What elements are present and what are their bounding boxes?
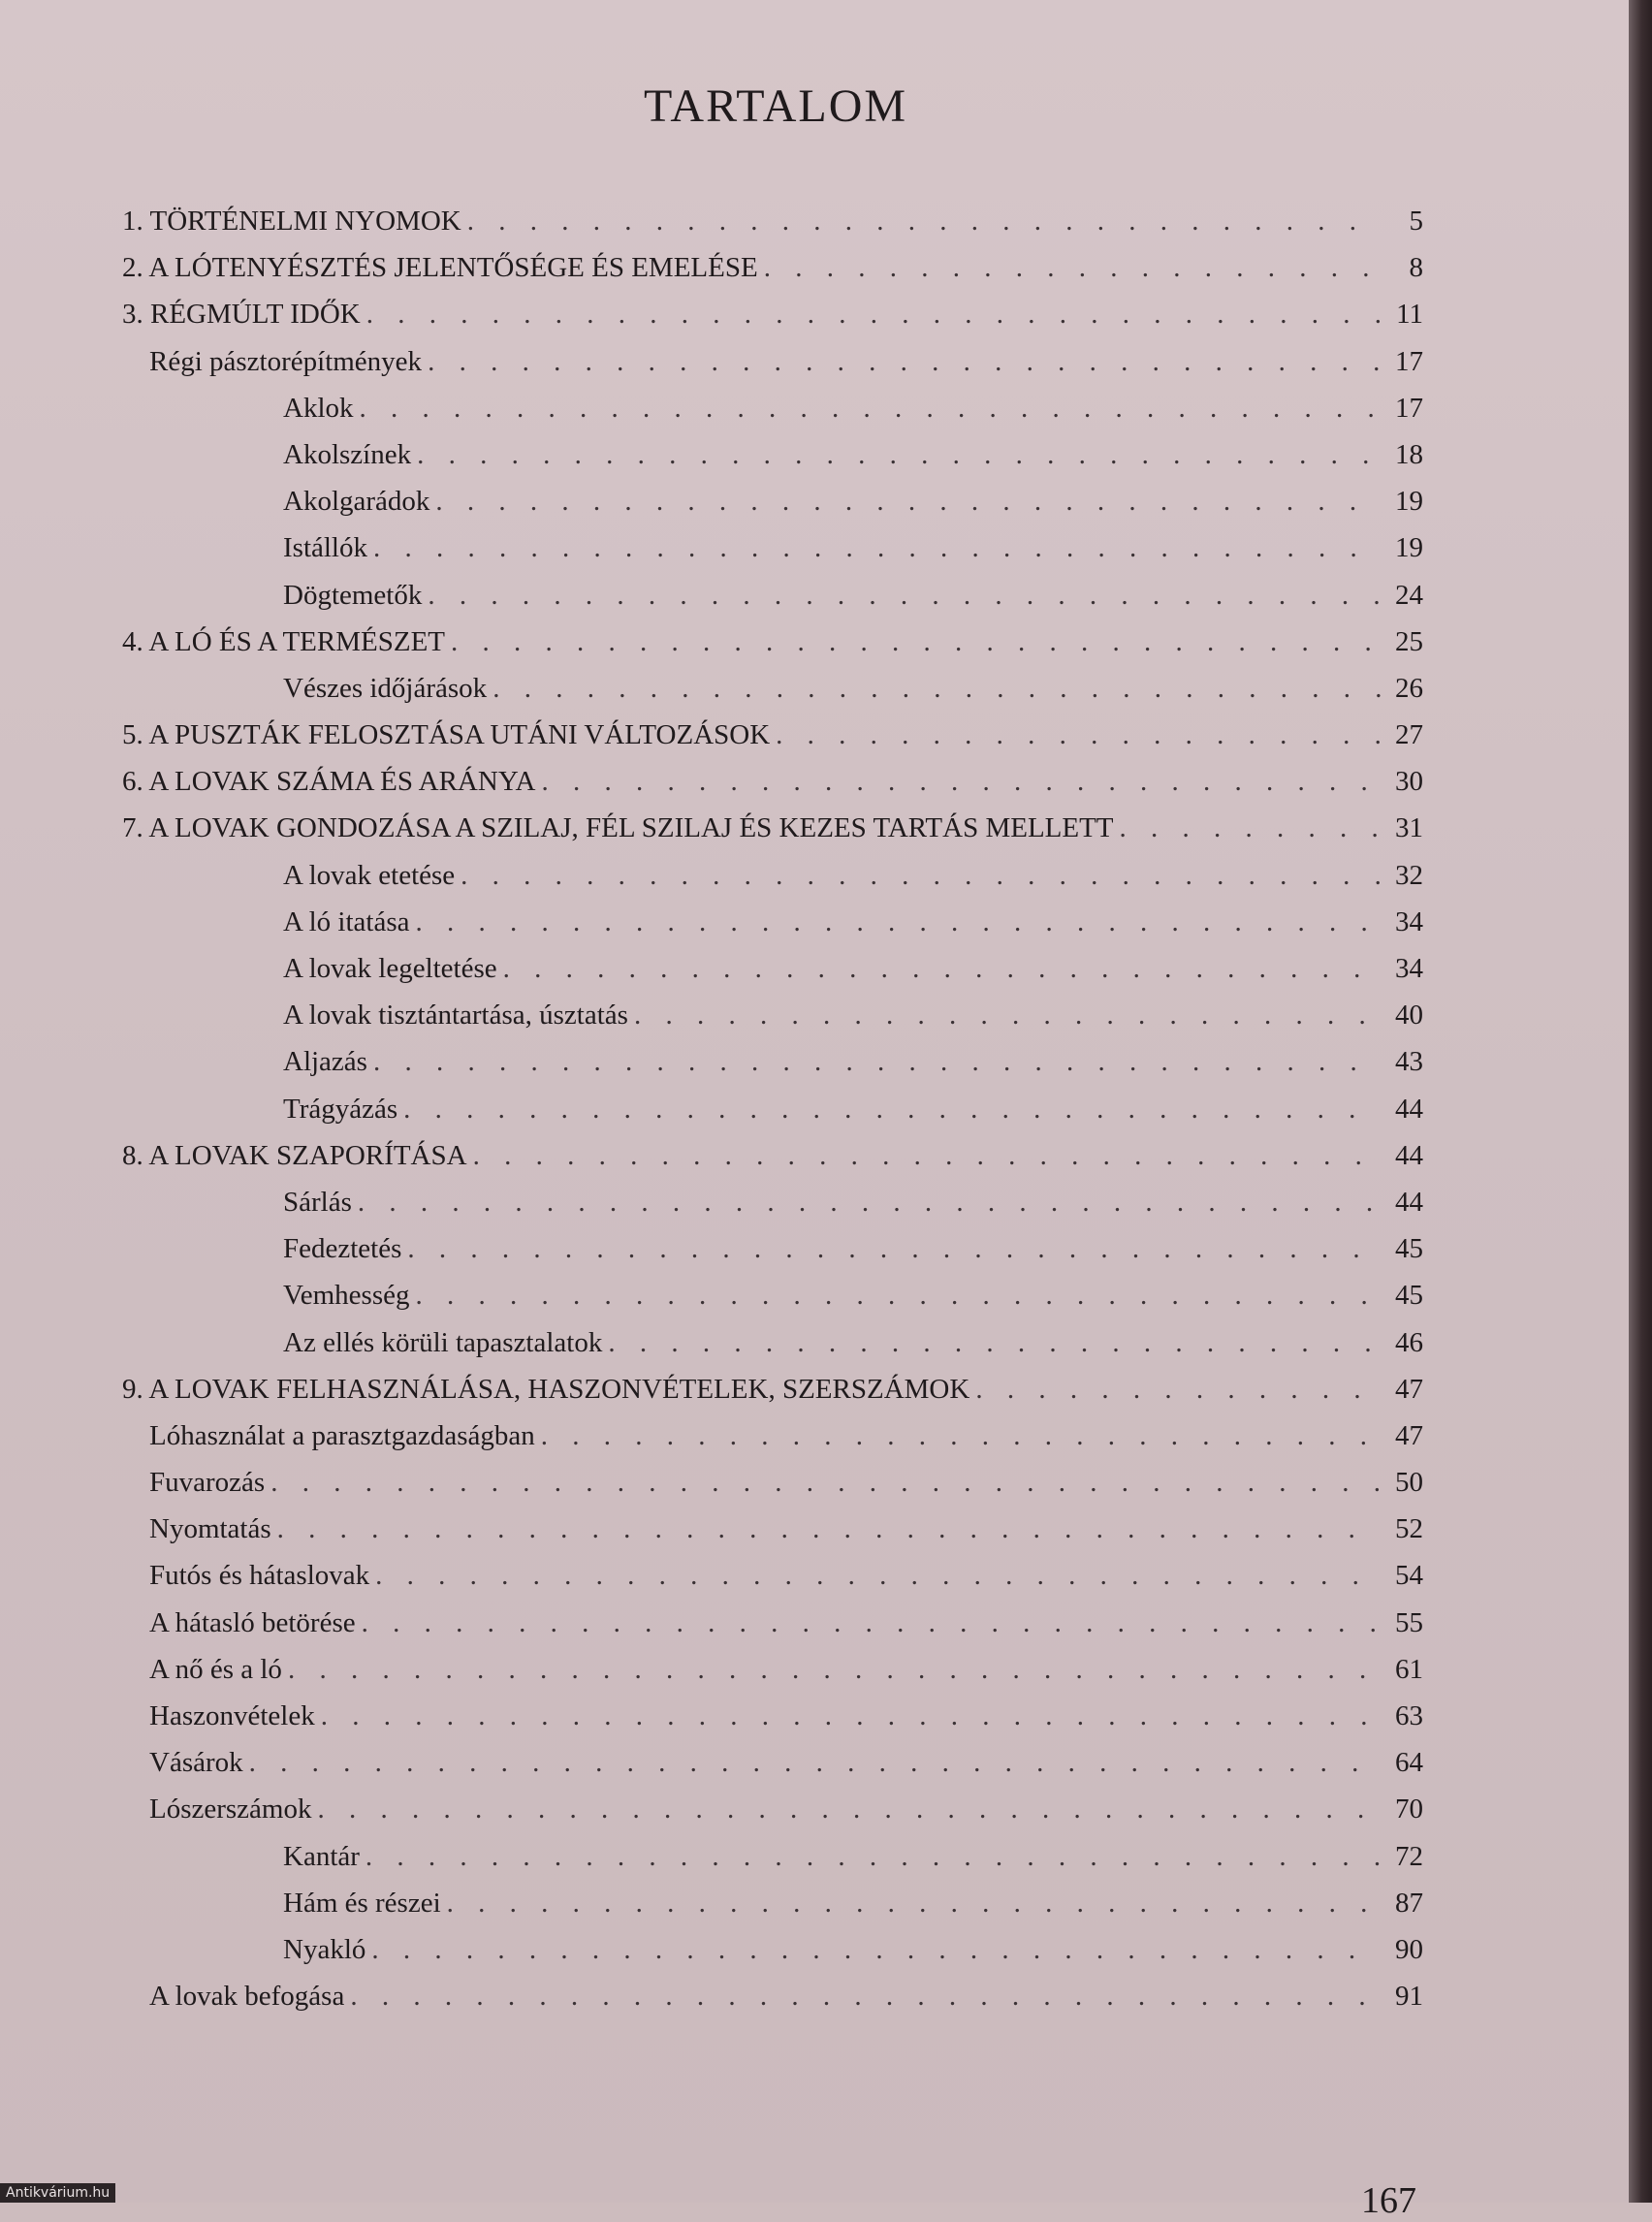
toc-entry xyxy=(122,299,1423,345)
dot-leader xyxy=(415,1280,1381,1312)
toc-entry xyxy=(122,953,1423,1000)
toc-entry-page: 18 xyxy=(1395,438,1423,470)
dot-leader xyxy=(362,1607,1381,1639)
page-title: TARTALOM xyxy=(643,80,908,132)
toc-entry-label: A lovak tisztántartása, úsztatás xyxy=(283,1000,628,1032)
page-number: 167 xyxy=(1361,2180,1416,2221)
toc-entry-page: 50 xyxy=(1395,1467,1423,1499)
toc-entry-page: 90 xyxy=(1395,1933,1423,1965)
toc-entry xyxy=(122,1841,1423,1888)
toc-entry-page: 64 xyxy=(1395,1747,1423,1779)
toc-entry-page: 47 xyxy=(1395,1419,1423,1451)
toc-entry-page: 19 xyxy=(1395,532,1423,564)
toc-entry-page: 44 xyxy=(1395,1139,1423,1171)
toc-entry xyxy=(122,1140,1423,1187)
dot-leader xyxy=(975,1374,1381,1406)
toc-entry xyxy=(122,1607,1423,1654)
toc-entry-label: Fuvarozás xyxy=(149,1467,266,1499)
toc-entry xyxy=(122,1747,1423,1793)
dot-leader xyxy=(249,1747,1381,1779)
toc-entry-page: 24 xyxy=(1395,579,1423,611)
dot-leader xyxy=(371,1934,1381,1966)
toc-entry xyxy=(122,766,1423,812)
dot-leader xyxy=(270,1467,1381,1499)
toc-entry xyxy=(122,812,1423,859)
toc-entry-page: 45 xyxy=(1395,1233,1423,1265)
toc-entry-page: 52 xyxy=(1395,1513,1423,1545)
dot-leader xyxy=(467,206,1381,238)
toc-entry xyxy=(122,486,1423,532)
toc-entry-label: A lovak etetése xyxy=(283,859,456,891)
toc-entry-page: 63 xyxy=(1395,1700,1423,1731)
toc-entry-label: Nyomtatás xyxy=(149,1513,271,1545)
toc-entry-page: 26 xyxy=(1395,672,1423,704)
toc-entry-label: 3. RÉGMÚLT IDŐK xyxy=(122,299,361,331)
toc-entry-label: Dögtemetők xyxy=(283,579,423,611)
toc-entry xyxy=(122,719,1423,766)
toc-entry-page: 55 xyxy=(1395,1606,1423,1638)
dot-leader xyxy=(1120,812,1381,844)
toc-entry-label: A lovak befogása xyxy=(149,1981,345,2013)
dot-leader xyxy=(366,299,1381,331)
toc-entry-label: Lóhasználat a parasztgazdaságban xyxy=(149,1419,535,1451)
toc-entry xyxy=(122,1233,1423,1280)
toc-entry xyxy=(122,1327,1423,1374)
toc-entry-label: 7. A LOVAK GONDOZÁSA A SZILAJ, FÉL SZILAJ ÉS KEZES TARTÁS MELLETT xyxy=(122,812,1114,844)
table-of-contents xyxy=(122,206,1423,2027)
toc-entry-page: 17 xyxy=(1395,392,1423,424)
dot-leader xyxy=(503,953,1381,985)
toc-entry-label: Hám és részei xyxy=(283,1887,441,1919)
toc-entry xyxy=(122,1046,1423,1093)
toc-entry-label: Fedeztetés xyxy=(283,1233,402,1265)
dot-leader xyxy=(541,1420,1381,1452)
toc-entry-page: 44 xyxy=(1395,1093,1423,1125)
toc-entry xyxy=(122,1094,1423,1140)
toc-entry xyxy=(122,1793,1423,1840)
dot-leader xyxy=(358,1187,1381,1219)
dot-leader xyxy=(634,1000,1381,1032)
toc-entry-label: 2. A LÓTENYÉSZTÉS JELENTŐSÉGE ÉS EMELÉSE xyxy=(122,252,758,284)
dot-leader xyxy=(277,1513,1381,1545)
dot-leader xyxy=(473,1140,1381,1172)
toc-entry-label: Aklok xyxy=(283,392,354,424)
watermark: Antikvárium.hu xyxy=(0,2183,115,2203)
toc-entry xyxy=(122,860,1423,906)
toc-entry-label: A ló itatása xyxy=(283,905,410,937)
toc-entry-page: 45 xyxy=(1395,1280,1423,1312)
dot-leader xyxy=(321,1700,1381,1732)
toc-entry-label: A hátasló betörése xyxy=(149,1606,356,1638)
toc-entry-page: 5 xyxy=(1409,206,1423,237)
toc-entry-label: Sárlás xyxy=(283,1186,352,1218)
toc-entry-page: 32 xyxy=(1395,859,1423,891)
toc-entry xyxy=(122,1513,1423,1560)
dot-leader xyxy=(318,1793,1382,1825)
toc-entry-label: 1. TÖRTÉNELMI NYOMOK xyxy=(122,206,461,237)
dot-leader xyxy=(542,766,1382,798)
toc-entry-label: A nő és a ló xyxy=(149,1653,282,1685)
toc-entry xyxy=(122,1467,1423,1513)
toc-entry-page: 31 xyxy=(1395,812,1423,844)
toc-entry-page: 46 xyxy=(1395,1326,1423,1358)
dot-leader xyxy=(428,580,1381,612)
toc-entry xyxy=(122,1280,1423,1326)
toc-entry-page: 11 xyxy=(1396,299,1423,331)
toc-entry xyxy=(122,1981,1423,2027)
toc-entry xyxy=(122,532,1423,579)
toc-entry-label: Futós és hátaslovak xyxy=(149,1560,370,1592)
dot-leader xyxy=(375,1560,1381,1592)
dot-leader xyxy=(461,860,1381,892)
dot-leader xyxy=(451,626,1381,658)
toc-entry-page: 34 xyxy=(1395,905,1423,937)
dot-leader xyxy=(764,252,1381,284)
dot-leader xyxy=(435,486,1381,518)
toc-entry-page: 54 xyxy=(1395,1560,1423,1592)
toc-entry-label: Akolszínek xyxy=(283,438,412,470)
toc-entry-page: 25 xyxy=(1395,625,1423,657)
toc-entry xyxy=(122,626,1423,673)
dot-leader xyxy=(360,393,1382,425)
toc-entry-page: 47 xyxy=(1395,1373,1423,1405)
toc-entry-label: Régi pásztorépítmények xyxy=(149,345,423,377)
toc-entry-page: 19 xyxy=(1395,486,1423,518)
toc-entry xyxy=(122,1000,1423,1046)
toc-entry xyxy=(122,1420,1423,1467)
toc-entry-label: Nyakló xyxy=(283,1933,366,1965)
toc-entry-label: Lószerszámok xyxy=(149,1793,312,1825)
toc-entry-label: 5. A PUSZTÁK FELOSZTÁSA UTÁNI VÁLTOZÁSOK xyxy=(122,719,771,751)
toc-entry xyxy=(122,252,1423,299)
toc-entry-page: 17 xyxy=(1395,345,1423,377)
toc-entry-label: Kantár xyxy=(283,1840,360,1872)
dot-leader xyxy=(415,906,1381,938)
toc-entry-page: 40 xyxy=(1395,1000,1423,1032)
dot-leader xyxy=(492,673,1381,705)
toc-entry xyxy=(122,1654,1423,1700)
toc-entry-label: 4. A LÓ ÉS A TERMÉSZET xyxy=(122,625,446,657)
dot-leader xyxy=(407,1233,1381,1265)
toc-entry xyxy=(122,1187,1423,1233)
toc-entry-label: 6. A LOVAK SZÁMA ÉS ARÁNYA xyxy=(122,766,536,798)
toc-entry-label: Az ellés körüli tapasztalatok xyxy=(283,1326,603,1358)
dot-leader xyxy=(373,532,1381,564)
toc-entry-label: Istállók xyxy=(283,532,367,564)
toc-entry xyxy=(122,1700,1423,1747)
toc-entry-page: 8 xyxy=(1409,252,1423,284)
toc-entry xyxy=(122,206,1423,252)
toc-entry-label: Trágyázás xyxy=(283,1093,398,1125)
toc-entry-label: 8. A LOVAK SZAPORÍTÁSA xyxy=(122,1139,467,1171)
toc-entry-page: 87 xyxy=(1395,1887,1423,1919)
toc-entry-label: Vemhesség xyxy=(283,1280,410,1312)
toc-entry xyxy=(122,1374,1423,1420)
toc-entry-label: Akolgarádok xyxy=(283,486,430,518)
dot-leader xyxy=(428,346,1381,378)
toc-entry xyxy=(122,1560,1423,1606)
dot-leader xyxy=(403,1094,1381,1126)
dot-leader xyxy=(417,439,1381,471)
toc-entry-label: Vészes időjárások xyxy=(283,672,488,704)
dot-leader xyxy=(350,1981,1381,2013)
toc-entry-label: 9. A LOVAK FELHASZNÁLÁSA, HASZONVÉTELEK, SZERSZÁMOK xyxy=(122,1373,970,1405)
toc-entry-label: Aljazás xyxy=(283,1046,367,1078)
toc-entry xyxy=(122,393,1423,439)
toc-entry xyxy=(122,439,1423,486)
toc-entry xyxy=(122,346,1423,393)
dot-leader xyxy=(608,1327,1381,1359)
toc-entry-page: 27 xyxy=(1395,719,1423,751)
toc-entry-label: Vásárok xyxy=(149,1747,243,1779)
toc-entry xyxy=(122,673,1423,719)
toc-entry-page: 72 xyxy=(1395,1840,1423,1872)
dot-leader xyxy=(447,1888,1381,1920)
toc-entry-page: 30 xyxy=(1395,766,1423,798)
toc-entry xyxy=(122,580,1423,626)
book-edge xyxy=(1629,0,1652,2203)
dot-leader xyxy=(288,1654,1381,1686)
toc-entry-page: 43 xyxy=(1395,1046,1423,1078)
toc-entry xyxy=(122,1934,1423,1981)
toc-entry-page: 44 xyxy=(1395,1186,1423,1218)
toc-entry-label: A lovak legeltetése xyxy=(283,953,497,984)
toc-entry xyxy=(122,906,1423,953)
toc-entry-label: Haszonvételek xyxy=(149,1700,315,1731)
dot-leader xyxy=(373,1046,1381,1078)
toc-entry-page: 61 xyxy=(1395,1653,1423,1685)
toc-entry-page: 34 xyxy=(1395,953,1423,984)
toc-entry xyxy=(122,1888,1423,1934)
dot-leader xyxy=(776,719,1381,751)
toc-entry-page: 70 xyxy=(1395,1793,1423,1825)
toc-entry-page: 91 xyxy=(1395,1981,1423,2013)
dot-leader xyxy=(365,1841,1381,1873)
